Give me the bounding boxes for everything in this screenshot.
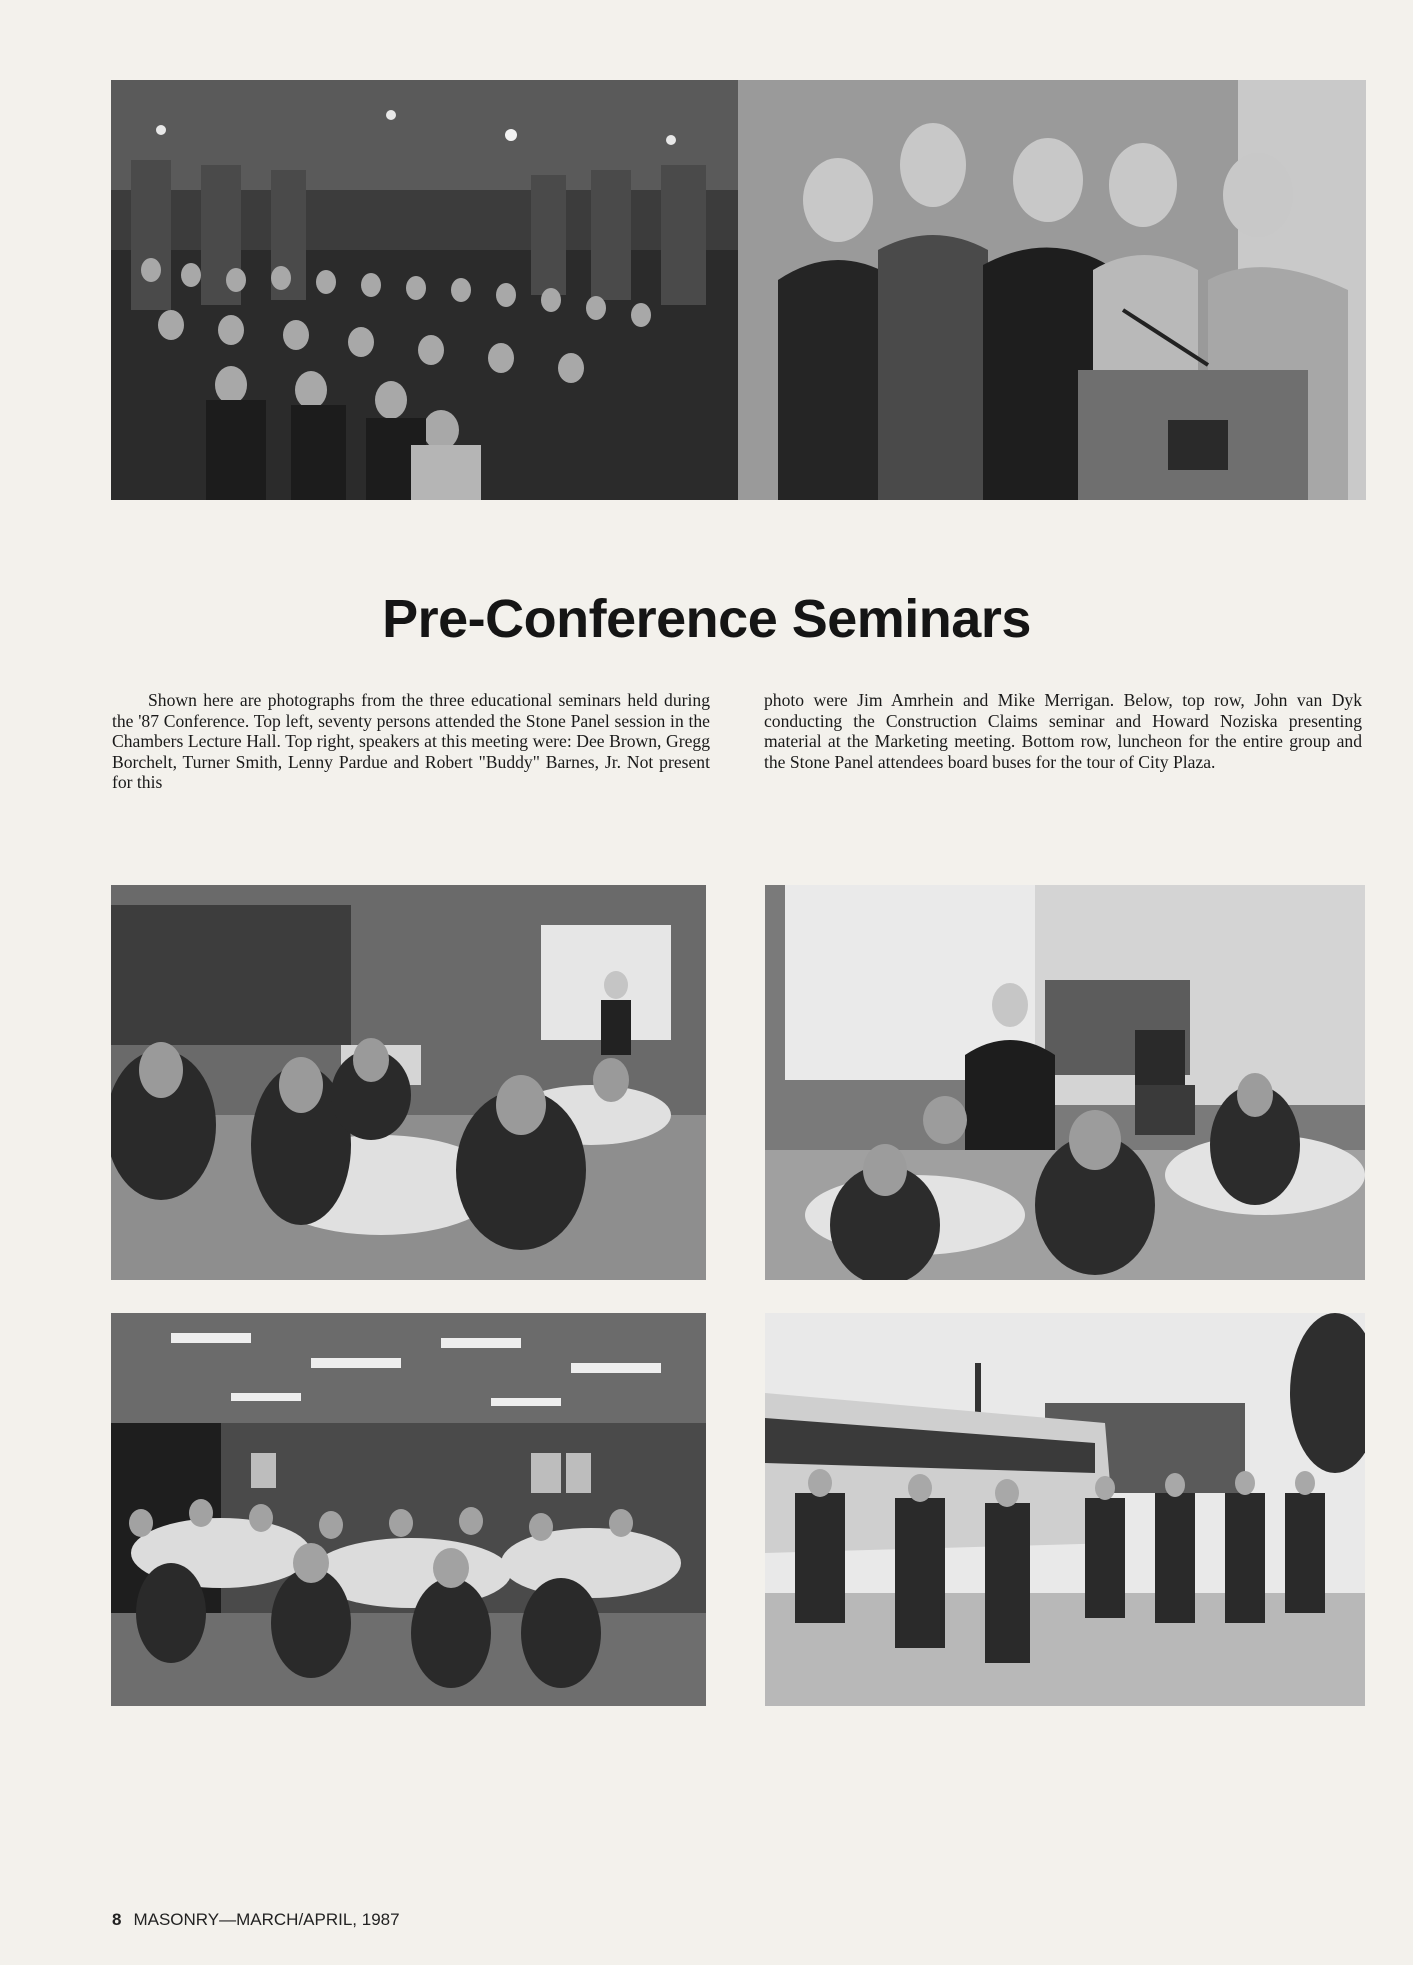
publication-line: MASONRY—MARCH/APRIL, 1987 xyxy=(133,1910,400,1929)
page-number: 8 xyxy=(112,1910,122,1929)
photo-luncheon xyxy=(111,1313,706,1706)
photo-speakers xyxy=(738,80,1366,500)
article-body-left-column: Shown here are photographs from the three educational seminars held during the '87 Conference. Top left, seventy persons attended the Stone Panel session in the Chambers Lecture Hall. Top right, speakers at this meeting were: Dee Brown, Gregg Borchelt, Turner Smith, Lenny Pardue and Robert "Buddy" Barnes, Jr. Not present for this xyxy=(112,690,710,793)
photo-lecture-hall xyxy=(111,80,738,500)
photo-buses xyxy=(765,1313,1365,1706)
photo-marketing-seminar xyxy=(765,885,1365,1280)
article-body-right-column: photo were Jim Amrhein and Mike Merrigan. Below, top row, John van Dyk conducting the Construction Claims seminar and Howard Noziska presenting material at the Marketing meeting. Bottom row, luncheon for the entire group and the Stone Panel attendees board buses for the tour of City Plaza. xyxy=(764,690,1362,772)
photo-construction-claims-seminar xyxy=(111,885,706,1280)
page-footer xyxy=(112,1910,400,1930)
article-title: Pre-Conference Seminars xyxy=(382,589,1031,649)
